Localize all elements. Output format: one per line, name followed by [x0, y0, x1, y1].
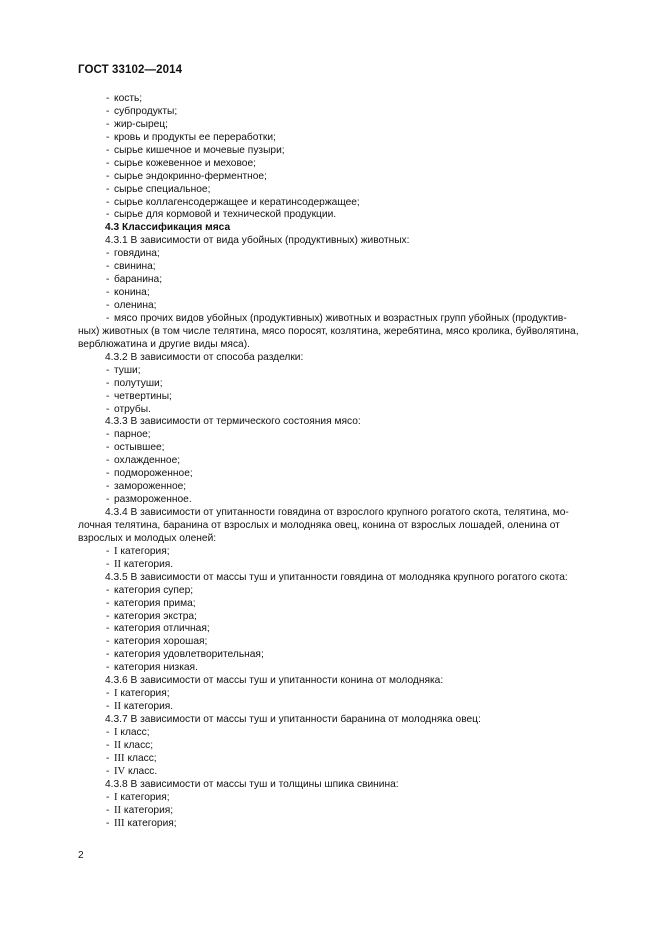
clause-intro-continuation: взрослых и молодых оленей:	[78, 532, 217, 544]
list-item: - категория хорошая;	[78, 636, 618, 649]
list-item: - говядина;	[78, 248, 618, 261]
list-item-continuation: ных) животных (в том числе телятина, мясо поросят, козлятина, жеребятина, мясо кролика, буйволятина,	[78, 325, 579, 337]
list-item-continuation: верблюжатина и другие виды мяса).	[78, 338, 250, 350]
list-item: - I категория;	[78, 792, 618, 805]
roman-numeral: II	[114, 701, 122, 713]
roman-numeral: I	[114, 791, 118, 803]
list-item: - остывшее;	[78, 442, 618, 455]
list-item: - кость;	[78, 93, 618, 106]
list-item: - категория супер;	[78, 585, 618, 598]
section-heading: 4.3 Классификация мяса	[105, 222, 231, 234]
list-item: - IV класс.	[78, 766, 618, 779]
roman-numeral: IV	[114, 765, 126, 777]
clause-intro: 4.3.4 В зависимости от упитанности говядина от взрослого крупного рогатого скота, телятина, мо-	[105, 507, 569, 518]
list-item: - II категория;	[78, 805, 618, 818]
roman-numeral: II	[114, 804, 122, 816]
list-item: - четвертины;	[78, 391, 618, 404]
list-item: - категория экстра;	[78, 611, 618, 624]
list-item: - туши;	[78, 365, 618, 378]
list-item: - сырье кожевенное и меховое;	[78, 158, 618, 171]
roman-numeral: III	[114, 817, 125, 829]
roman-numeral: III	[114, 752, 125, 764]
list-item: - категория удовлетворительная;	[78, 649, 618, 662]
clause-intro: 4.3.7 В зависимости от массы туш и упитанности баранина от молодняка овец:	[105, 714, 481, 725]
list-item: - мясо прочих видов убойных (продуктивных) животных и возрастных групп убойных (продуктив-	[78, 313, 618, 326]
list-item: - охлажденное;	[78, 455, 618, 468]
list-item: - I категория;	[78, 546, 618, 559]
roman-numeral: I	[114, 726, 118, 738]
list-item: - жир-сырец;	[78, 119, 618, 132]
list-item: - категория низкая.	[78, 662, 618, 675]
clause-intro: 4.3.2 В зависимости от способа разделки:	[105, 351, 304, 363]
list-item: - III класс;	[78, 753, 618, 766]
list-item: - I класс;	[78, 727, 618, 740]
list-item: - подмороженное;	[78, 468, 618, 481]
list-item: - II категория.	[78, 559, 618, 572]
list-item: - парное;	[78, 429, 618, 442]
clause-intro: 4.3.8 В зависимости от массы туш и толщины шпика свинина:	[105, 778, 399, 790]
roman-numeral: II	[114, 739, 122, 751]
list-item: - II класс;	[78, 740, 618, 753]
clause-intro: 4.3.3 В зависимости от термического состояния мясо:	[105, 416, 361, 428]
list-item: - отрубы.	[78, 404, 618, 417]
clause-intro: 4.3.5 В зависимости от массы туш и упитанности говядина от молодняка крупного рогатого скота:	[105, 571, 568, 583]
page-number: 2	[78, 850, 84, 861]
clause-intro: 4.3.6 В зависимости от массы туш и упитанности конина от молодняка:	[105, 675, 444, 687]
clause-intro-continuation: лочная телятина, баранина от взрослых и молодняка овец, конина от взрослых лошадей, оленина от	[78, 519, 560, 531]
roman-numeral: I	[114, 545, 118, 557]
list-item: - категория прима;	[78, 598, 618, 611]
list-item: - баранина;	[78, 274, 618, 287]
roman-numeral: II	[114, 558, 122, 570]
list-item: - полутуши;	[78, 378, 618, 391]
list-item: - размороженное.	[78, 494, 618, 507]
list-item: - сырье специальное;	[78, 184, 618, 197]
list-item: - сырье эндокринно-ферментное;	[78, 171, 618, 184]
list-item: - сырье коллагенсодержащее и кератинсодержащее;	[78, 197, 618, 210]
list-item: - сырье кишечное и мочевые пузыри;	[78, 145, 618, 158]
roman-numeral: I	[114, 688, 118, 700]
list-item: - категория отличная;	[78, 623, 618, 636]
list-item: - сырье для кормовой и технической продукции.	[78, 209, 618, 222]
list-item: - оленина;	[78, 300, 618, 313]
document-body	[78, 93, 618, 830]
list-item: - свинина;	[78, 261, 618, 274]
list-item: - II категория.	[78, 701, 618, 714]
list-item: - III категория;	[78, 818, 618, 831]
document-header: ГОСТ 33102—2014	[78, 64, 183, 76]
list-item: - кровь и продукты ее переработки;	[78, 132, 618, 145]
list-item: - I категория;	[78, 688, 618, 701]
list-item: - замороженное;	[78, 481, 618, 494]
clause-intro: 4.3.1 В зависимости от вида убойных (продуктивных) животных:	[105, 235, 410, 247]
list-item: - субпродукты;	[78, 106, 618, 119]
list-item: - конина;	[78, 287, 618, 300]
